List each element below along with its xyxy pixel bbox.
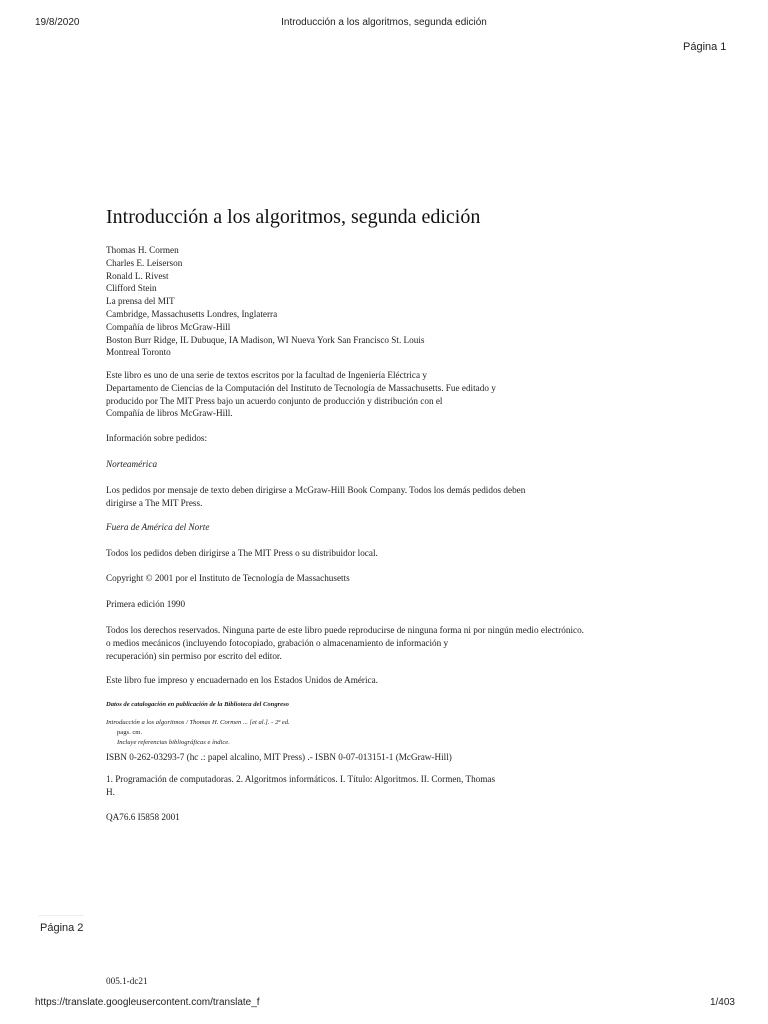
series-note bbox=[106, 369, 496, 420]
cip-block bbox=[106, 718, 290, 748]
rights-line: recuperación) sin permiso por escrito del editor. bbox=[106, 650, 282, 661]
credit-line: Charles E. Leiserson bbox=[106, 257, 183, 268]
isbn bbox=[106, 751, 452, 764]
series-note-line: producido por The MIT Press bajo un acuerdo conjunto de producción y distribución con el bbox=[106, 395, 443, 406]
series-note-line: Este libro es uno de una serie de textos escritos por la facultad de Ingeniería Eléctrica y bbox=[106, 370, 427, 380]
cip-line: pags. cm. bbox=[117, 729, 143, 736]
printed-line: Este libro fue impreso y encuadernado en los Estados Unidos de América. bbox=[106, 675, 378, 685]
cip-heading bbox=[106, 700, 289, 710]
page-1-label: Página 1 bbox=[683, 41, 727, 53]
cip-line: Introducción a los algoritmos / Thomas H. Cormen ... [et al.]. - 2ª ed. bbox=[106, 719, 290, 726]
rights-line: Todos los derechos reservados. Ninguna parte de este libro puede reproducirse de ninguna forma ni por ningún medio electrónico. bbox=[106, 625, 584, 635]
north-america-heading bbox=[106, 458, 157, 471]
north-america-line: dirigirse a The MIT Press. bbox=[106, 497, 203, 508]
credit-line: Ronald L. Rivest bbox=[106, 270, 169, 281]
cip-heading-text: Datos de catalogación en publicación de la Biblioteca del Congreso bbox=[106, 701, 289, 708]
call-number bbox=[106, 811, 180, 824]
dewey-number bbox=[106, 975, 148, 988]
credit-line: Compañía de libros McGraw-Hill bbox=[106, 321, 231, 332]
printed-notice bbox=[106, 674, 378, 687]
print-date: 19/8/2020 bbox=[35, 17, 80, 28]
page-2-label: Página 2 bbox=[40, 922, 84, 934]
credit-line: Clifford Stein bbox=[106, 283, 157, 294]
book-title: Introducción a los algoritmos, segunda edición bbox=[106, 206, 481, 228]
document-title: Introducción a los algoritmos, segunda edición bbox=[281, 17, 487, 28]
credit-line: Thomas H. Cormen bbox=[106, 245, 179, 255]
rights-line: o medios mecánicos (incluyendo fotocopiado, grabación o almacenamiento de información y bbox=[106, 637, 449, 648]
north-america-line: Los pedidos por mensaje de texto deben dirigirse a McGraw-Hill Book Company. Todos los demás pedidos deben bbox=[106, 485, 526, 495]
first-edition-line: Primera edición 1990 bbox=[106, 599, 186, 609]
credit-line: Boston Burr Ridge, IL Dubuque, IA Madison, WI Nueva York San Francisco St. Louis bbox=[106, 334, 425, 345]
copyright bbox=[106, 572, 350, 585]
outside-text-line: Todos los pedidos deben dirigirse a The MIT Press o su distribuidor local. bbox=[106, 548, 378, 558]
page-count: 1/403 bbox=[709, 997, 735, 1008]
outside-heading-text: Fuera de América del Norte bbox=[106, 522, 210, 532]
outside-text bbox=[106, 547, 378, 560]
cip-line: Incluye referencias bibliográficas e índice. bbox=[117, 739, 230, 746]
first-edition bbox=[106, 598, 185, 611]
credit-line: La prensa del MIT bbox=[106, 296, 175, 307]
subjects-line: H. bbox=[106, 786, 115, 797]
source-url: https://translate.googleusercontent.com/translate_f bbox=[35, 997, 260, 1008]
series-note-line: Compañía de libros McGraw-Hill. bbox=[106, 408, 233, 419]
series-note-line: Departamento de Ciencias de la Computación del Instituto de Tecnología de Massachusetts. Fue editado y bbox=[106, 382, 496, 393]
rights-notice bbox=[106, 624, 584, 662]
orders-heading-text: Información sobre pedidos: bbox=[106, 433, 208, 443]
north-america-text bbox=[106, 484, 525, 510]
subjects-line: 1. Programación de computadoras. 2. Algoritmos informáticos. I. Título: Algoritmos. II. Cormen, Thomas bbox=[106, 774, 496, 784]
outside-heading bbox=[106, 521, 209, 534]
north-america-heading-text: Norteamérica bbox=[106, 459, 158, 469]
page-separator bbox=[38, 915, 84, 916]
call-number-line: QA76.6 I5858 2001 bbox=[106, 812, 180, 822]
credit-line: Cambridge, Massachusetts Londres, Inglaterra bbox=[106, 308, 278, 319]
orders-heading bbox=[106, 432, 207, 445]
isbn-line: ISBN 0-262-03293-7 (hc .: papel alcalino, MIT Press) .- ISBN 0-07-013151-1 (McGraw-Hill) bbox=[106, 752, 452, 762]
credit-line: Montreal Toronto bbox=[106, 347, 171, 358]
credits-block bbox=[106, 244, 424, 359]
copyright-line: Copyright © 2001 por el Instituto de Tecnología de Massachusetts bbox=[106, 573, 350, 583]
dewey-line: 005.1-dc21 bbox=[106, 976, 148, 986]
subjects bbox=[106, 773, 495, 799]
